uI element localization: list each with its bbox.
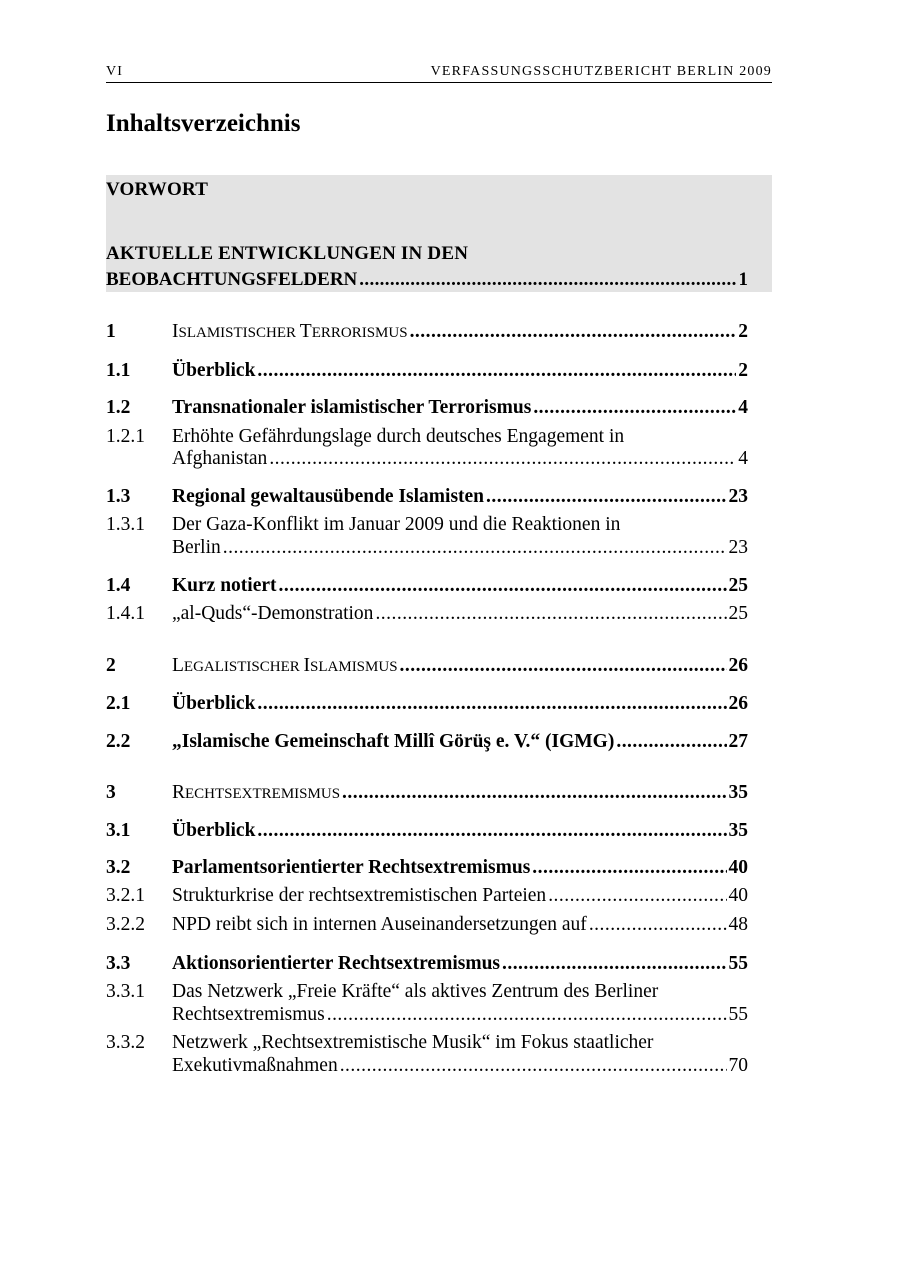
running-title: VERFASSUNGSSCHUTZBERICHT BERLIN 2009	[430, 64, 772, 79]
dot-leader	[257, 692, 726, 716]
toc-entry-title-line1: Der Gaza-Konflikt im Januar 2009 und die Reaktionen in	[172, 514, 621, 535]
toc-entry-title: Strukturkrise der rechtsextremistischen Parteien	[172, 885, 547, 906]
toc-aktuelle-text: BEOBACHTUNGSFELDERN	[106, 269, 358, 290]
dot-leader	[410, 320, 737, 344]
toc-entry-title: „al-Quds“-Demonstration	[172, 603, 374, 624]
toc-entry-1-2-1[interactable]	[106, 425, 748, 473]
toc-page-number: 35	[728, 820, 748, 841]
toc-section-title: RECHTSEXTREMISMUS	[172, 782, 341, 803]
dot-leader	[340, 1054, 727, 1078]
toc-section-title: ISLAMISTISCHER TERRORISMUS	[172, 321, 408, 342]
toc-entry-title-line2: Exekutivmaßnahmen	[172, 1055, 338, 1076]
toc-page-number: 55	[728, 1004, 748, 1025]
toc-number: 3.3	[106, 953, 131, 974]
toc-number: 1.2.1	[106, 426, 145, 447]
toc-number: 1	[106, 321, 116, 342]
running-header	[106, 62, 772, 83]
toc-entry-title: Überblick	[172, 820, 256, 841]
toc-page-number: 40	[728, 857, 748, 878]
toc-page-number: 26	[728, 693, 748, 714]
toc-entry-3-3-2[interactable]	[106, 1031, 748, 1079]
toc-page-number: 48	[728, 914, 748, 935]
dot-leader	[502, 952, 727, 976]
toc-entry-title-line1: Netzwerk „Rechtsextremistische Musik“ im Fokus staatlicher	[172, 1032, 654, 1053]
toc-entry-title-line1: Erhöhte Gefährdungslage durch deutsches Engagement in	[172, 426, 625, 447]
dot-leader	[589, 913, 727, 937]
dot-leader	[257, 359, 736, 383]
toc-number: 3.2.2	[106, 914, 145, 935]
toc-page-number: 4	[738, 448, 748, 469]
toc-entry-title-line2: Rechtsextremismus	[172, 1004, 325, 1025]
toc-entry-title-line1: Das Netzwerk „Freie Kräfte“ als aktives Zentrum des Berliner	[172, 981, 659, 1002]
toc-entry-title-line2: Afghanistan	[172, 448, 268, 469]
toc-page-number: 4	[738, 397, 748, 418]
toc-entry-title: Überblick	[172, 693, 256, 714]
toc-page-number: 26	[728, 655, 748, 676]
page-number: VI	[106, 64, 124, 79]
toc-aktuelle-line1[interactable]: AKTUELLE ENTWICKLUNGEN IN DEN	[106, 243, 469, 264]
dot-leader	[359, 268, 736, 292]
dot-leader	[375, 602, 726, 626]
toc-number: 1.2	[106, 397, 131, 418]
toc-number: 2.2	[106, 731, 131, 752]
toc-page-number: 35	[728, 782, 748, 803]
dot-leader	[532, 856, 726, 880]
toc-entry-title: Parlamentsorientierter Rechtsextremismus	[172, 857, 531, 878]
dot-leader	[223, 536, 727, 560]
toc-page-number: 25	[728, 575, 748, 596]
toc-entry-1-3-1[interactable]	[106, 513, 748, 561]
dot-leader	[279, 574, 727, 598]
toc-page-number: 27	[728, 731, 748, 752]
toc-page-number: 25	[728, 603, 748, 624]
toc-page-number: 23	[728, 537, 748, 558]
toc-page-number: 40	[728, 885, 748, 906]
toc-entry-title: Aktionsorientierter Rechtsextremismus	[172, 953, 500, 974]
toc-entry-3-3-1[interactable]	[106, 980, 748, 1028]
toc-page-number: 2	[738, 360, 748, 381]
page-title: Inhaltsverzeichnis	[106, 110, 301, 137]
dot-leader	[486, 485, 726, 509]
toc-number: 2.1	[106, 693, 131, 714]
toc-entry-title: Überblick	[172, 360, 256, 381]
dot-leader	[327, 1003, 727, 1027]
dot-leader	[269, 447, 736, 471]
toc-page-number: 23	[728, 486, 748, 507]
toc-vorwort[interactable]: VORWORT	[106, 179, 209, 200]
toc-number: 3.1	[106, 820, 131, 841]
dot-leader	[548, 884, 726, 908]
dot-leader	[616, 730, 726, 754]
toc-number: 3.3.1	[106, 981, 145, 1002]
toc-page-number: 70	[728, 1055, 748, 1076]
toc-number: 3.2.1	[106, 885, 145, 906]
dot-leader	[533, 396, 736, 420]
toc-entry-title: Transnationaler islamistischer Terrorismus	[172, 397, 532, 418]
toc-number: 1.4.1	[106, 603, 145, 624]
dot-leader	[257, 819, 726, 843]
toc-entry-title: Kurz notiert	[172, 575, 277, 596]
toc-number: 1.4	[106, 575, 131, 596]
toc-number: 3.2	[106, 857, 131, 878]
dot-leader	[342, 781, 726, 805]
toc-entry-title: „Islamische Gemeinschaft Millî Görüş e. V.“ (IGMG)	[172, 731, 615, 752]
toc-entry-title: NPD reibt sich in internen Auseinandersetzungen auf	[172, 914, 587, 935]
toc-page-number: 55	[728, 953, 748, 974]
dot-leader	[400, 654, 727, 678]
toc-number: 3	[106, 782, 116, 803]
toc-section-title: LEGALISTISCHER ISLAMISMUS	[172, 655, 398, 676]
toc-number: 1.1	[106, 360, 131, 381]
toc-entry-title-line2: Berlin	[172, 537, 221, 558]
toc-number: 1.3	[106, 486, 131, 507]
toc-number: 1.3.1	[106, 514, 145, 535]
toc-page-number: 2	[738, 321, 748, 342]
toc-entry-title: Regional gewaltausübende Islamisten	[172, 486, 485, 507]
toc-page-number: 1	[738, 269, 748, 290]
toc-number: 3.3.2	[106, 1032, 145, 1053]
toc-number: 2	[106, 655, 116, 676]
